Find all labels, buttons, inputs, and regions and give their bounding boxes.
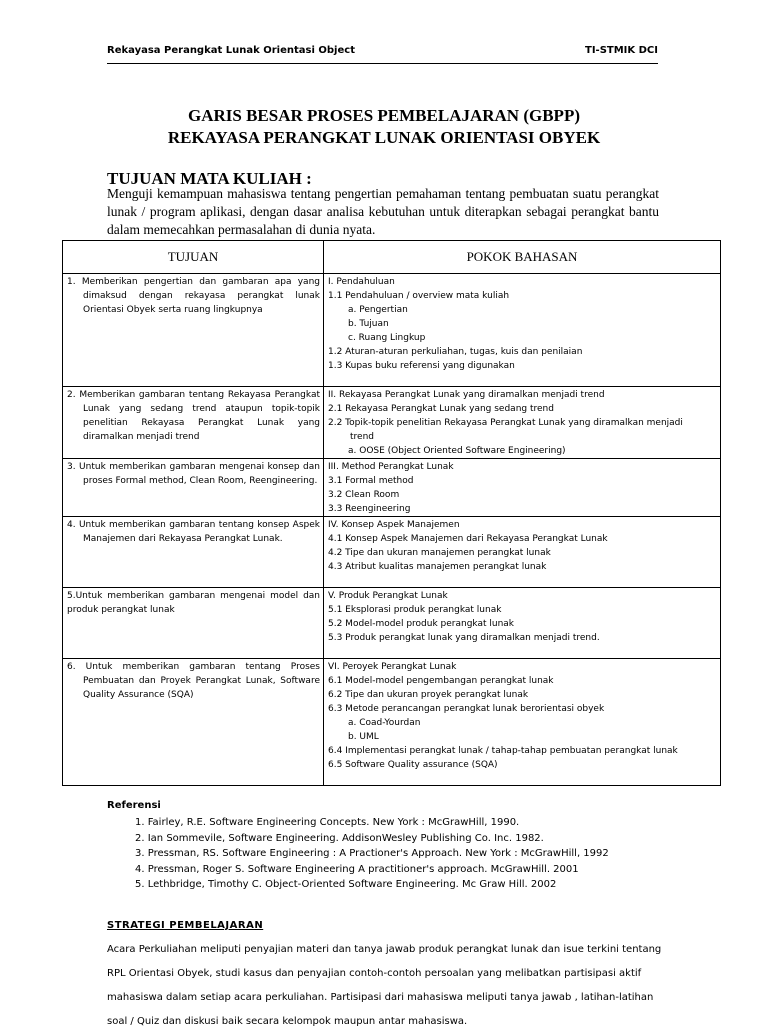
topic-line: IV. Konsep Aspek Manajemen xyxy=(328,520,460,530)
reference-item: 3. Pressman, RS. Software Engineering : A Practioner's Approach. New York : McGrawHill, 1992 xyxy=(135,848,609,859)
table-header-row xyxy=(63,241,721,274)
topic-line: 6.5 Software Quality assurance (SQA) xyxy=(328,760,498,770)
tujuan-text: 4. Untuk memberikan gambaran tentang konsep Aspek Manajemen dari Rekayasa Perangkat Lunak. xyxy=(67,520,320,544)
tujuan-cell xyxy=(63,517,324,588)
course-objective-heading: TUJUAN MATA KULIAH : xyxy=(107,169,312,188)
table-row xyxy=(63,588,721,659)
topic-line: 1.3 Kupas buku referensi yang digunakan xyxy=(328,361,515,371)
references-heading: Referensi xyxy=(107,800,161,811)
gbpp-table xyxy=(62,240,721,786)
column-header-pokok-bahasan: POKOK BAHASAN xyxy=(324,241,721,274)
topic-line: 6.3 Metode perancangan perangkat lunak berorientasi obyek xyxy=(328,704,605,714)
strategy-line: Acara Perkuliahan meliputi penyajian materi dan tanya jawab produk perangkat lunak dan isue terkini tentang xyxy=(107,944,662,955)
topic-line: 4.3 Atribut kualitas manajemen perangkat lunak xyxy=(328,562,547,572)
pokok-bahasan-cell xyxy=(324,659,721,786)
pokok-bahasan-cell xyxy=(324,517,721,588)
pokok-bahasan-cell xyxy=(324,459,721,517)
topic-line: 2.1 Rekayasa Perangkat Lunak yang sedang trend xyxy=(328,404,554,414)
tujuan-text: 2. Memberikan gambaran tentang Rekayasa Perangkat Lunak yang sedang trend ataupun topik-topik penelitian Rekayasa Perangkat Lunak yang diramalkan menjadi trend xyxy=(67,390,320,442)
column-header-tujuan: TUJUAN xyxy=(63,241,324,274)
header-course-name: Rekayasa Perangkat Lunak Orientasi Object xyxy=(107,45,355,56)
strategy-line: mahasiswa dalam setiap acara perkuliahan. Partisipasi dari mahasiswa meliputi tanya jawab , latihan-latihan xyxy=(107,992,654,1003)
pokok-bahasan-cell xyxy=(324,588,721,659)
topic-line: 5.2 Model-model produk perangkat lunak xyxy=(328,619,515,629)
header-institution: TI-STMIK DCI xyxy=(585,45,658,56)
topic-line: 3.3 Reengineering xyxy=(328,504,411,514)
reference-item: 4. Pressman, Roger S. Software Engineering A practitioner's approach. McGrawHill. 2001 xyxy=(135,863,579,875)
tujuan-cell xyxy=(63,274,324,387)
topic-line: a. Coad-Yourdan xyxy=(348,718,421,728)
reference-item: 1. Fairley, R.E. Software Engineering Concepts. New York : McGrawHill, 1990. xyxy=(135,817,520,828)
document-title-line-2: REKAYASA PERANGKAT LUNAK ORIENTASI OBYEK xyxy=(167,128,601,147)
strategy-line: soal / Quiz dan diskusi baik secara kelompok maupun antar mahasiswa. xyxy=(107,1016,468,1027)
topic-line: trend xyxy=(350,432,374,442)
tujuan-cell xyxy=(63,588,324,659)
topic-line: 1.2 Aturan-aturan perkuliahan, tugas, kuis dan penilaian xyxy=(328,347,583,357)
topic-line: 5.1 Eksplorasi produk perangkat lunak xyxy=(328,605,502,615)
topic-line: b. UML xyxy=(348,732,379,742)
topic-line: a. Pengertian xyxy=(348,305,408,315)
topic-line: III. Method Perangkat Lunak xyxy=(328,462,454,472)
learning-strategy-heading: STRATEGI PEMBELAJARAN xyxy=(107,920,264,931)
topic-line: 4.1 Konsep Aspek Manajemen dari Rekayasa Perangkat Lunak xyxy=(328,534,608,544)
topic-line: 6.2 Tipe dan ukuran proyek perangkat lunak xyxy=(328,690,529,700)
reference-item: 2. Ian Sommevile, Software Engineering. AddisonWesley Publishing Co. Inc. 1982. xyxy=(135,832,544,844)
strategy-line: RPL Orientasi Obyek, studi kasus dan penyajian contoh-contoh persoalan yang melibatkan partisipasi aktif xyxy=(107,968,642,979)
topic-line: 4.2 Tipe dan ukuran manajemen perangkat lunak xyxy=(328,548,551,558)
tujuan-text: 5.Untuk memberikan gambaran mengenai model dan produk perangkat lunak xyxy=(67,591,320,615)
topic-line: I. Pendahuluan xyxy=(328,277,395,287)
tujuan-cell xyxy=(63,459,324,517)
reference-item: 5. Lethbridge, Timothy C. Object-Oriented Software Engineering. Mc Graw Hill. 2002 xyxy=(135,879,557,890)
running-header xyxy=(107,45,658,64)
references-list xyxy=(135,815,609,893)
table-row xyxy=(63,517,721,588)
topic-line: 2.2 Topik-topik penelitian Rekayasa Perangkat Lunak yang diramalkan menjadi xyxy=(328,418,683,428)
table-row xyxy=(63,274,721,387)
tujuan-cell xyxy=(63,659,324,786)
topic-line: 5.3 Produk perangkat lunak yang diramalkan menjadi trend. xyxy=(328,633,600,643)
topic-line: VI. Peroyek Perangkat Lunak xyxy=(328,662,457,672)
topic-line: 1.1 Pendahuluan / overview mata kuliah xyxy=(328,291,510,301)
tujuan-text: 6. Untuk memberikan gambaran tentang Proses Pembuatan dan Proyek Perangkat Lunak, Software Quality Assurance (SQA) xyxy=(67,662,320,700)
topic-line: II. Rekayasa Perangkat Lunak yang diramalkan menjadi trend xyxy=(328,390,605,400)
tujuan-text: 1. Memberikan pengertian dan gambaran apa yang dimaksud dengan rekayasa perangkat lunak Orientasi Obyek serta ruang lingkupnya xyxy=(67,277,320,315)
topic-line: 3.2 Clean Room xyxy=(328,490,400,500)
topic-line: 6.1 Model-model pengembangan perangkat lunak xyxy=(328,676,554,686)
table-row xyxy=(63,659,721,786)
tujuan-cell xyxy=(63,387,324,459)
learning-strategy-text xyxy=(107,938,667,1034)
pokok-bahasan-cell xyxy=(324,387,721,459)
course-objective-text: Menguji kemampuan mahasiswa tentang pengertian pemahaman tentang pembuatan suatu perangkat lunak / program aplikasi, dengan dasar analisa kebutuhan untuk diterapkan sebagai perangkat bantu dalam memecahkan permasalahan di dunia nyata. xyxy=(107,186,659,237)
pokok-bahasan-cell xyxy=(324,274,721,387)
table-row xyxy=(63,459,721,517)
tujuan-text: 3. Untuk memberikan gambaran mengenai konsep dan proses Formal method, Clean Room, Reengineering. xyxy=(67,462,320,486)
topic-line: 3.1 Formal method xyxy=(328,476,414,486)
topic-line: 6.4 Implementasi perangkat lunak / tahap-tahap pembuatan perangkat lunak xyxy=(328,746,678,756)
topic-line: V. Produk Perangkat Lunak xyxy=(328,591,448,601)
table-row xyxy=(63,387,721,459)
topic-line: b. Tujuan xyxy=(348,319,389,329)
topic-line: c. Ruang Lingkup xyxy=(348,333,426,343)
topic-line: a. OOSE (Object Oriented Software Engineering) xyxy=(348,446,566,456)
document-title-line-1: GARIS BESAR PROSES PEMBELAJARAN (GBPP) xyxy=(188,106,580,125)
